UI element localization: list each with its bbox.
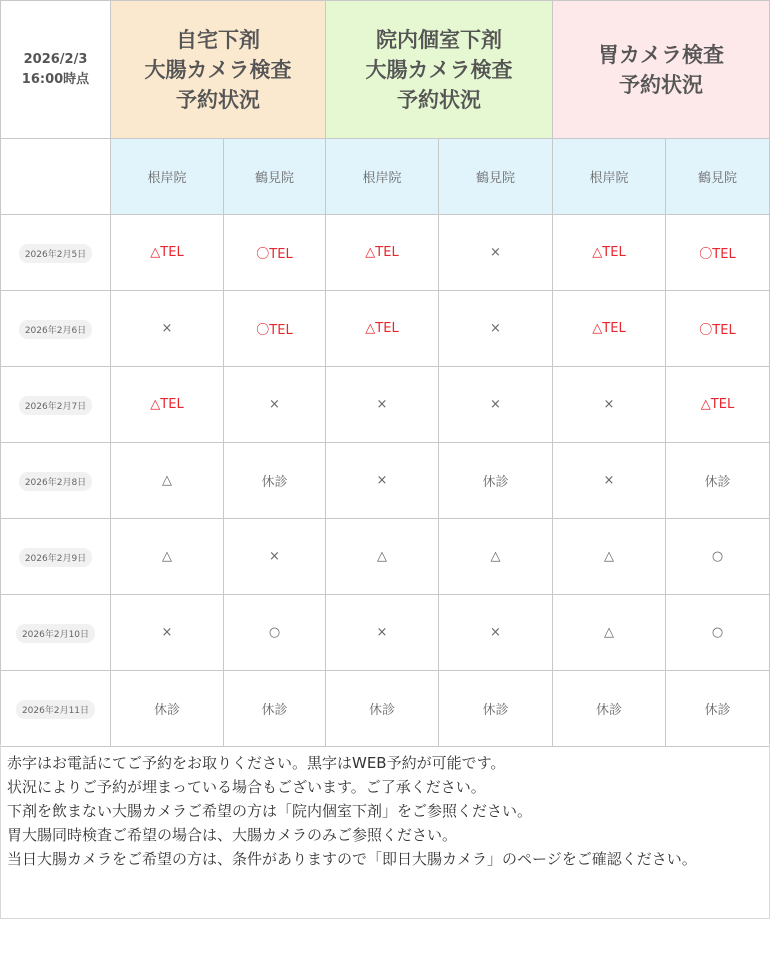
as-of-time: 16:00時点 xyxy=(21,71,90,87)
blank-corner-cell xyxy=(1,139,111,215)
availability-cell-phone: 〇TEL xyxy=(224,291,326,367)
availability-cell: × xyxy=(553,367,666,443)
group-title: 自宅下剤 大腸カメラ検査 予約状況 xyxy=(144,27,292,112)
note-line: 下剤を飲まない大腸カメラご希望の方は「院内個室下剤」をご参照ください。 xyxy=(7,802,533,820)
date-label: 2026年2月6日 xyxy=(19,320,92,339)
day-row xyxy=(1,671,770,747)
availability-cell: △ xyxy=(111,519,224,595)
date-label: 2026年2月9日 xyxy=(19,548,92,567)
availability-cell: × xyxy=(553,443,666,519)
availability-cell-phone: 〇TEL xyxy=(666,291,770,367)
availability-cell-phone: △TEL xyxy=(111,215,224,291)
availability-cell-phone: △TEL xyxy=(326,291,439,367)
availability-cell-phone: △TEL xyxy=(666,367,770,443)
as-of-date: 2026/2/3 xyxy=(23,51,88,67)
availability-cell: × xyxy=(111,291,224,367)
availability-cell: △ xyxy=(439,519,553,595)
availability-cell: × xyxy=(326,443,439,519)
availability-cell: △ xyxy=(553,595,666,671)
availability-cell: 休診 xyxy=(666,443,770,519)
group-title: 胃カメラ検査 予約状況 xyxy=(598,42,724,97)
note-line: 状況によりご予約が埋まっている場合もございます。ご了承ください。 xyxy=(7,778,486,796)
date-cell xyxy=(1,671,111,747)
availability-cell: 休診 xyxy=(224,671,326,747)
site-header: 鶴見院 xyxy=(666,139,770,215)
availability-cell: × xyxy=(439,595,553,671)
date-label: 2026年2月10日 xyxy=(16,624,95,643)
availability-cell: × xyxy=(224,519,326,595)
date-label: 2026年2月5日 xyxy=(19,244,92,263)
date-cell xyxy=(1,443,111,519)
day-row xyxy=(1,519,770,595)
availability-cell-phone: 〇TEL xyxy=(224,215,326,291)
day-row xyxy=(1,443,770,519)
site-header: 鶴見院 xyxy=(224,139,326,215)
header-row xyxy=(1,1,770,139)
availability-cell: 休診 xyxy=(326,671,439,747)
site-header-row xyxy=(1,139,770,215)
date-cell xyxy=(1,367,111,443)
availability-cell-phone: △TEL xyxy=(553,215,666,291)
availability-cell-phone: △TEL xyxy=(326,215,439,291)
site-header: 鶴見院 xyxy=(439,139,553,215)
availability-cell: △ xyxy=(326,519,439,595)
site-header: 根岸院 xyxy=(326,139,439,215)
day-row xyxy=(1,215,770,291)
availability-cell: × xyxy=(439,291,553,367)
availability-cell: × xyxy=(439,367,553,443)
availability-cell: × xyxy=(326,367,439,443)
availability-cell-phone: 〇TEL xyxy=(666,215,770,291)
note-line: 胃大腸同時検査ご希望の場合は、大腸カメラのみご参照ください。 xyxy=(7,826,458,844)
availability-cell: 休診 xyxy=(439,671,553,747)
availability-cell: 休診 xyxy=(224,443,326,519)
day-row xyxy=(1,595,770,671)
group-header-home-laxative xyxy=(111,1,326,139)
date-cell xyxy=(1,291,111,367)
note-line: 赤字はお電話にてご予約をお取りください。黒字はWEB予約が可能です。 xyxy=(7,754,506,772)
date-cell xyxy=(1,215,111,291)
availability-cell: 休診 xyxy=(553,671,666,747)
availability-cell: ○ xyxy=(224,595,326,671)
availability-cell: × xyxy=(224,367,326,443)
availability-cell: 休診 xyxy=(666,671,770,747)
day-row xyxy=(1,367,770,443)
site-header: 根岸院 xyxy=(553,139,666,215)
availability-cell-phone: △TEL xyxy=(111,367,224,443)
availability-cell: 休診 xyxy=(111,671,224,747)
date-label: 2026年2月8日 xyxy=(19,472,92,491)
notes-box xyxy=(0,744,770,919)
date-label: 2026年2月11日 xyxy=(16,700,95,719)
availability-cell: △ xyxy=(553,519,666,595)
availability-cell: × xyxy=(326,595,439,671)
day-row xyxy=(1,291,770,367)
site-header: 根岸院 xyxy=(111,139,224,215)
as-of-cell xyxy=(1,1,111,139)
group-title: 院内個室下剤 大腸カメラ検査 予約状況 xyxy=(365,27,513,112)
availability-cell: × xyxy=(111,595,224,671)
availability-cell: 休診 xyxy=(439,443,553,519)
note-line: 当日大腸カメラをご希望の方は、条件がありますので「即日大腸カメラ」のページをご確認ください。 xyxy=(7,850,697,868)
group-header-gastroscopy xyxy=(553,1,770,139)
availability-cell: △ xyxy=(111,443,224,519)
availability-cell: × xyxy=(439,215,553,291)
date-label: 2026年2月7日 xyxy=(19,396,92,415)
date-cell xyxy=(1,595,111,671)
date-cell xyxy=(1,519,111,595)
availability-cell: ○ xyxy=(666,595,770,671)
group-header-clinic-laxative xyxy=(326,1,553,139)
availability-cell: ○ xyxy=(666,519,770,595)
availability-cell-phone: △TEL xyxy=(553,291,666,367)
